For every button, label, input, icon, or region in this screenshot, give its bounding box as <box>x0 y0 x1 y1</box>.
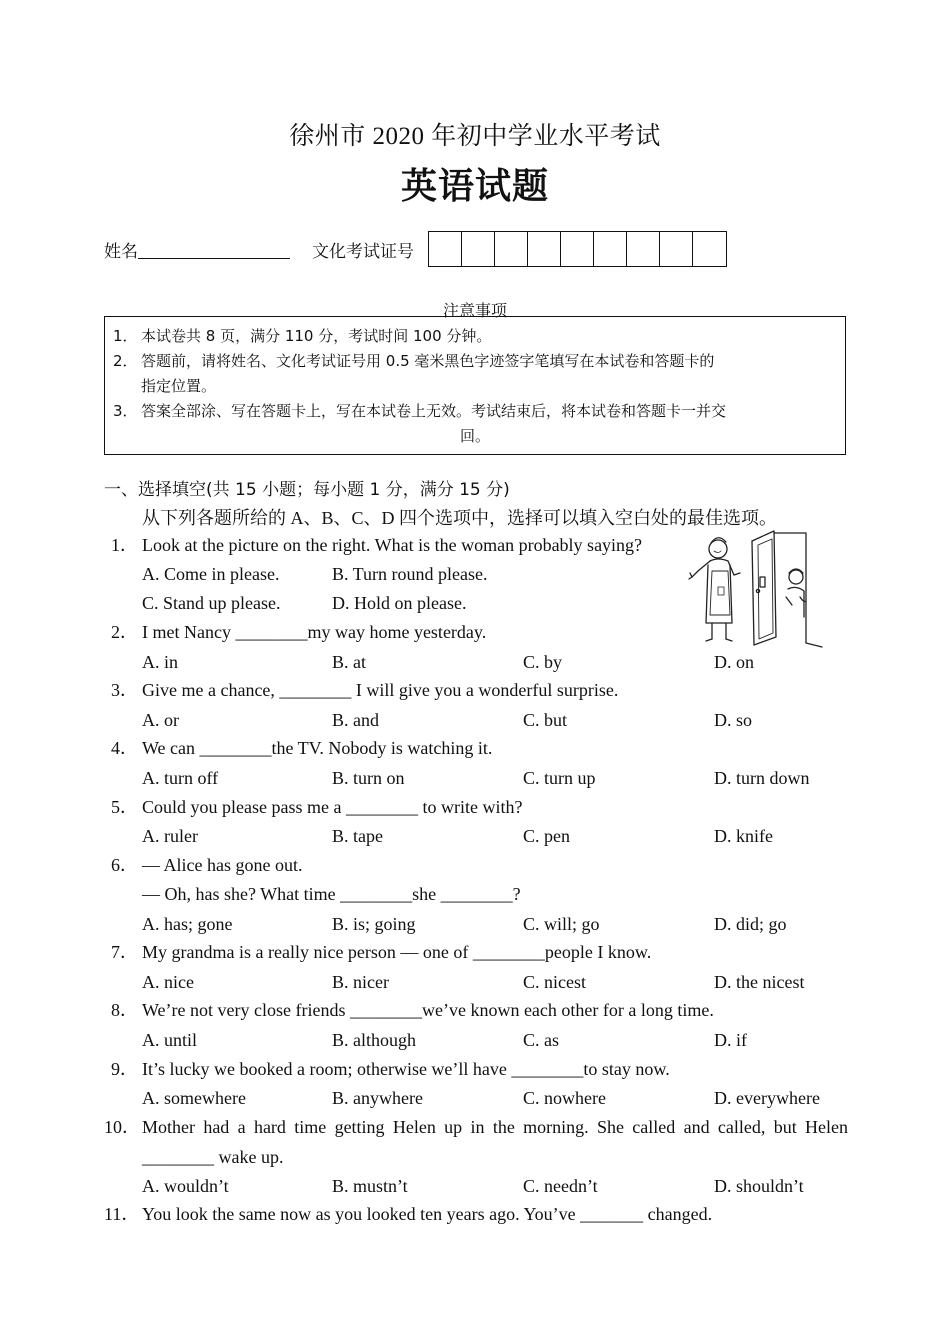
notice-item <box>113 324 837 349</box>
notice-title: 注意事项 <box>442 301 507 320</box>
question-4-options <box>104 765 849 791</box>
option-a[interactable]: A. Come in please. <box>142 564 280 584</box>
question-5-options <box>104 823 849 849</box>
question-2 <box>104 619 849 645</box>
question-number: 1． <box>111 535 138 555</box>
question-5 <box>104 794 849 820</box>
notice-item-text: 本试卷共 8 页，满分 110 分，考试时间 100 分钟。 <box>141 327 492 345</box>
question-11 <box>104 1201 849 1227</box>
exam-id-box[interactable] <box>429 232 462 266</box>
question-10-options <box>104 1173 849 1199</box>
option-d[interactable]: D. if <box>714 1030 747 1050</box>
option-b[interactable]: B. at <box>332 652 366 672</box>
option-b[interactable]: B. although <box>332 1030 416 1050</box>
name-field[interactable] <box>138 240 290 259</box>
exam-title: 徐州市 2020 年初中学业水平考试 <box>289 123 661 150</box>
option-b[interactable]: B. mustn’t <box>332 1176 408 1196</box>
option-d[interactable]: D. knife <box>714 826 773 846</box>
option-c[interactable]: C. pen <box>523 826 570 846</box>
exam-id-box[interactable] <box>627 232 660 266</box>
exam-id-boxes[interactable] <box>428 231 727 267</box>
question-text: It’s lucky we booked a room; otherwise we’ll have ________to stay now. <box>142 1059 670 1079</box>
option-d[interactable]: D. the nicest <box>714 972 805 992</box>
notice-item <box>113 349 837 374</box>
option-c[interactable]: C. nicest <box>523 972 586 992</box>
notice-item-number: 3． <box>113 402 138 420</box>
question-text: Give me a chance, ________ I will give you a wonderful surprise. <box>142 680 619 700</box>
question-8 <box>104 997 849 1023</box>
question-text: ________ wake up. <box>142 1147 284 1167</box>
option-d[interactable]: D. Hold on please. <box>332 593 467 613</box>
option-c[interactable]: C. turn up <box>523 768 596 788</box>
notice-box <box>104 316 846 455</box>
question-3 <box>104 677 849 703</box>
question-6 <box>104 852 849 878</box>
exam-id-box[interactable] <box>462 232 495 266</box>
notice-item-continuation <box>113 374 837 399</box>
option-a[interactable]: A. until <box>142 1030 198 1050</box>
question-text: My grandma is a really nice person — one of ________people I know. <box>142 942 652 962</box>
option-a[interactable]: A. has; gone <box>142 914 233 934</box>
question-text: Mother had a hard time getting Helen up in the morning. She called and called, but Helen <box>142 1117 848 1137</box>
question-number: 4． <box>111 738 138 758</box>
question-text: Could you please pass me a ________ to write with? <box>142 797 523 817</box>
option-d[interactable]: D. so <box>714 710 753 730</box>
notice-item-number: 1． <box>113 327 138 345</box>
question-2-options <box>104 649 849 675</box>
question-number: 11． <box>104 1204 140 1224</box>
option-b[interactable]: B. tape <box>332 826 383 846</box>
notice-item-text: 答题前，请将姓名、文化考试证号用 0.5 毫米黑色字迹签字笔填写在本试卷和答题卡的 <box>141 352 715 370</box>
option-c[interactable]: C. needn’t <box>523 1176 598 1196</box>
section-instruction: 从下列各题所给的 A、B、C、D 四个选项中，选择可以填入空白处的最佳选项。 <box>142 508 778 528</box>
option-c[interactable]: C. will; go <box>523 914 600 934</box>
notice-item-text: 指定位置。 <box>141 377 217 395</box>
option-d[interactable]: D. turn down <box>714 768 810 788</box>
question-9-options <box>104 1085 849 1111</box>
notice-item <box>113 399 837 424</box>
exam-id-box[interactable] <box>528 232 561 266</box>
notice-item-continuation <box>113 424 837 449</box>
candidate-info-row <box>104 232 727 266</box>
question-8-options <box>104 1027 849 1053</box>
question-text: Look at the picture on the right. What is the woman probably saying? <box>142 535 643 555</box>
exam-id-box[interactable] <box>660 232 693 266</box>
question-6-options <box>104 911 849 937</box>
option-b[interactable]: B. Turn round please. <box>332 564 488 584</box>
question-number: 10． <box>104 1117 140 1137</box>
exam-id-box[interactable] <box>594 232 627 266</box>
question-3-options <box>104 707 849 733</box>
question-number: 2． <box>111 622 138 642</box>
option-d[interactable]: D. on <box>714 652 754 672</box>
notice-item-number: 2． <box>113 352 138 370</box>
exam-id-box[interactable] <box>495 232 528 266</box>
question-4 <box>104 735 849 761</box>
question-text: We’re not very close friends ________we’ve known each other for a long time. <box>142 1000 714 1020</box>
option-d[interactable]: D. shouldn’t <box>714 1176 804 1196</box>
question-7 <box>104 939 849 965</box>
option-b[interactable]: B. and <box>332 710 379 730</box>
option-c[interactable]: C. as <box>523 1030 559 1050</box>
section-title: 一、选择填空(共 15 小题；每小题 1 分，满分 15 分) <box>104 480 510 500</box>
question-number: 8． <box>111 1000 138 1020</box>
exam-id-box[interactable] <box>561 232 594 266</box>
question-10 <box>104 1114 849 1140</box>
question-text: We can ________the TV. Nobody is watching it. <box>142 738 493 758</box>
option-d[interactable]: D. everywhere <box>714 1088 820 1108</box>
option-c[interactable]: C. Stand up please. <box>142 593 281 613</box>
question-text: You look the same now as you looked ten years ago. You’ve _______ changed. <box>142 1204 713 1224</box>
option-a[interactable]: A. ruler <box>142 826 198 846</box>
option-a[interactable]: A. wouldn’t <box>142 1176 229 1196</box>
question-9 <box>104 1056 849 1082</box>
exam-subject-title: 英语试题 <box>400 166 549 207</box>
option-c[interactable]: C. by <box>523 652 563 672</box>
option-c[interactable]: C. nowhere <box>523 1088 606 1108</box>
question-7-options <box>104 969 849 995</box>
question-6-continuation <box>104 881 849 907</box>
question-number: 6． <box>111 855 138 875</box>
exam-id-box[interactable] <box>693 232 726 266</box>
option-b[interactable]: B. nicer <box>332 972 389 992</box>
question-number: 5． <box>111 797 138 817</box>
option-a[interactable]: A. turn off <box>142 768 219 788</box>
exam-id-label: 文化考试证号 <box>312 241 414 261</box>
notice-item-text: 回。 <box>459 427 490 445</box>
name-label: 姓名 <box>104 241 138 261</box>
option-b[interactable]: B. anywhere <box>332 1088 423 1108</box>
notice-item-text: 答案全部涂、写在答题卡上，写在本试卷上无效。考试结束后，将本试卷和答题卡一并交 <box>141 402 727 420</box>
option-a[interactable]: A. nice <box>142 972 194 992</box>
option-d[interactable]: D. did; go <box>714 914 787 934</box>
question-text: — Oh, has she? What time ________she ________? <box>142 884 521 904</box>
question-number: 3． <box>111 680 138 700</box>
question-text: — Alice has gone out. <box>142 855 303 875</box>
option-a[interactable]: A. or <box>142 710 179 730</box>
question-number: 9． <box>111 1059 138 1079</box>
question-text: I met Nancy ________my way home yesterday. <box>142 622 487 642</box>
question-number: 7． <box>111 942 138 962</box>
option-b[interactable]: B. is; going <box>332 914 416 934</box>
option-a[interactable]: A. in <box>142 652 178 672</box>
option-b[interactable]: B. turn on <box>332 768 405 788</box>
option-a[interactable]: A. somewhere <box>142 1088 246 1108</box>
option-c[interactable]: C. but <box>523 710 568 730</box>
question-10-continuation <box>104 1144 849 1170</box>
